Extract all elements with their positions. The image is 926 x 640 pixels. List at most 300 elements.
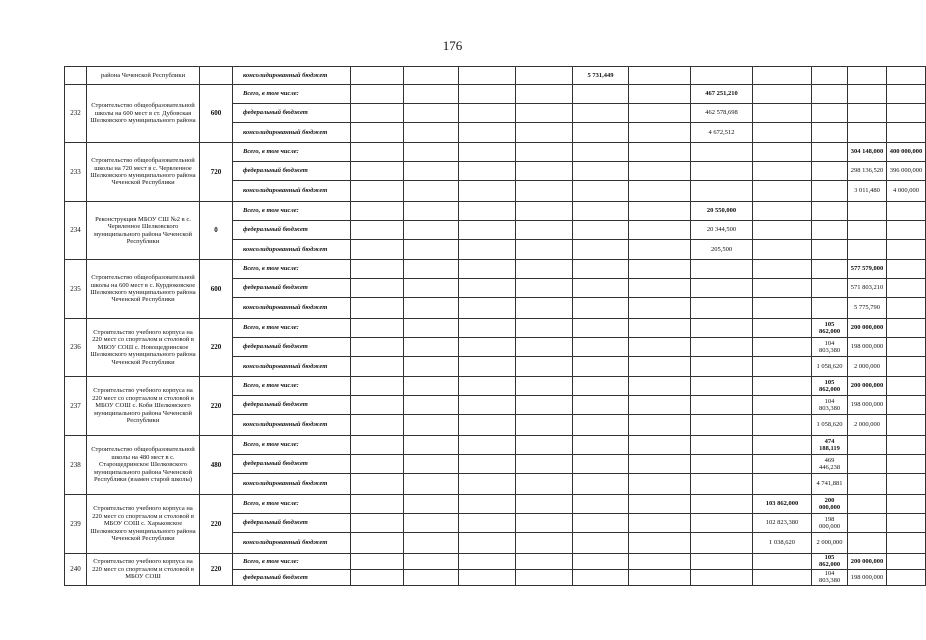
- amount-cell: [629, 240, 691, 260]
- row-number: 236: [65, 319, 87, 377]
- amount-cell: [516, 202, 573, 221]
- budget-table: [64, 66, 926, 586]
- amount-cell: [516, 533, 573, 554]
- amount-cell: [629, 533, 691, 554]
- amount-cell: 577 579,000: [848, 260, 887, 279]
- amount-cell: [629, 474, 691, 495]
- amount-cell: [459, 202, 516, 221]
- amount-cell: 5 731,449: [573, 67, 629, 85]
- amount-cell: [629, 279, 691, 298]
- amount-cell: [516, 436, 573, 455]
- amount-cell: 462 578,698: [691, 104, 753, 123]
- amount-cell: 20 550,000: [691, 202, 753, 221]
- amount-cell: [848, 104, 887, 123]
- amount-cell: [887, 85, 926, 104]
- amount-cell: [459, 67, 516, 85]
- amount-cell: [573, 396, 629, 415]
- amount-cell: [887, 554, 926, 570]
- amount-cell: [459, 569, 516, 585]
- amount-cell: [691, 338, 753, 357]
- table-row: [65, 436, 926, 455]
- amount-cell: [404, 67, 459, 85]
- funding-source: Всего, в том числе:: [233, 260, 351, 279]
- amount-cell: [887, 415, 926, 436]
- amount-cell: [812, 104, 848, 123]
- amount-cell: [351, 377, 404, 396]
- amount-cell: [691, 533, 753, 554]
- amount-cell: 200 000,000: [848, 554, 887, 570]
- amount-cell: [404, 162, 459, 181]
- funding-source: консолидированный бюджет: [233, 474, 351, 495]
- amount-cell: 102 823,380: [753, 514, 812, 533]
- amount-cell: 103 862,000: [753, 495, 812, 514]
- amount-cell: 200 000,000: [812, 495, 848, 514]
- amount-cell: [887, 67, 926, 85]
- amount-cell: [691, 319, 753, 338]
- object-name: Строительство общеобразовательной школы на 720 мест в с. Червленное Шелковского муниципального района Чеченской Республики: [87, 143, 200, 202]
- amount-cell: [516, 495, 573, 514]
- amount-cell: 469 446,238: [812, 455, 848, 474]
- amount-cell: [516, 240, 573, 260]
- capacity: 220: [200, 495, 233, 554]
- amount-cell: [629, 569, 691, 585]
- amount-cell: [404, 569, 459, 585]
- amount-cell: [351, 554, 404, 570]
- amount-cell: 198 000,000: [812, 514, 848, 533]
- amount-cell: [629, 319, 691, 338]
- amount-cell: [459, 396, 516, 415]
- amount-cell: [351, 181, 404, 202]
- amount-cell: [516, 455, 573, 474]
- amount-cell: [812, 143, 848, 162]
- amount-cell: [351, 474, 404, 495]
- amount-cell: [516, 279, 573, 298]
- amount-cell: [848, 436, 887, 455]
- funding-source: федеральный бюджет: [233, 396, 351, 415]
- row-number: 232: [65, 85, 87, 143]
- amount-cell: [753, 240, 812, 260]
- funding-source: консолидированный бюджет: [233, 240, 351, 260]
- amount-cell: [629, 396, 691, 415]
- funding-source: Всего, в том числе:: [233, 143, 351, 162]
- amount-cell: [887, 533, 926, 554]
- amount-cell: [573, 436, 629, 455]
- amount-cell: [459, 415, 516, 436]
- amount-cell: [573, 221, 629, 240]
- amount-cell: [351, 240, 404, 260]
- funding-source: федеральный бюджет: [233, 162, 351, 181]
- row-number: 240: [65, 554, 87, 586]
- object-name: Строительство учебного корпуса на 220 мест со спортзалом и столовой в МБОУ СОШ с. Новощедринское Шелковского муниципального района Чеченской Республики: [87, 319, 200, 377]
- amount-cell: [887, 436, 926, 455]
- amount-cell: [351, 436, 404, 455]
- amount-cell: [753, 436, 812, 455]
- amount-cell: [691, 415, 753, 436]
- funding-source: федеральный бюджет: [233, 279, 351, 298]
- amount-cell: [351, 162, 404, 181]
- amount-cell: 298 136,520: [848, 162, 887, 181]
- amount-cell: [629, 357, 691, 377]
- amount-cell: [848, 221, 887, 240]
- amount-cell: [351, 569, 404, 585]
- amount-cell: [404, 554, 459, 570]
- amount-cell: [516, 514, 573, 533]
- amount-cell: [629, 67, 691, 85]
- amount-cell: 1 038,620: [753, 533, 812, 554]
- amount-cell: [753, 260, 812, 279]
- amount-cell: [812, 85, 848, 104]
- amount-cell: [887, 279, 926, 298]
- amount-cell: [516, 67, 573, 85]
- amount-cell: [887, 338, 926, 357]
- amount-cell: [691, 474, 753, 495]
- amount-cell: [404, 279, 459, 298]
- funding-source: консолидированный бюджет: [233, 415, 351, 436]
- amount-cell: [404, 474, 459, 495]
- amount-cell: [629, 495, 691, 514]
- amount-cell: [516, 298, 573, 319]
- amount-cell: [351, 298, 404, 319]
- amount-cell: [351, 415, 404, 436]
- amount-cell: [848, 533, 887, 554]
- amount-cell: [351, 495, 404, 514]
- amount-cell: 104 803,380: [812, 396, 848, 415]
- amount-cell: 198 000,000: [848, 396, 887, 415]
- amount-cell: [573, 377, 629, 396]
- amount-cell: [573, 260, 629, 279]
- object-name: Строительство учебного корпуса на 220 мест со спортзалом и столовой в МБОУ СОШ с. Коби Шелковского муниципального района Чеченской Республики: [87, 377, 200, 436]
- amount-cell: [459, 162, 516, 181]
- amount-cell: [459, 181, 516, 202]
- row-number: 235: [65, 260, 87, 319]
- amount-cell: [459, 495, 516, 514]
- amount-cell: [629, 181, 691, 202]
- amount-cell: [812, 181, 848, 202]
- amount-cell: [573, 495, 629, 514]
- funding-source: консолидированный бюджет: [233, 181, 351, 202]
- amount-cell: [691, 436, 753, 455]
- amount-cell: [516, 474, 573, 495]
- amount-cell: [573, 415, 629, 436]
- amount-cell: [404, 221, 459, 240]
- amount-cell: [516, 260, 573, 279]
- amount-cell: [459, 474, 516, 495]
- amount-cell: [459, 377, 516, 396]
- amount-cell: [516, 569, 573, 585]
- funding-source: Всего, в том числе:: [233, 554, 351, 570]
- amount-cell: [753, 338, 812, 357]
- amount-cell: [691, 514, 753, 533]
- amount-cell: [629, 162, 691, 181]
- amount-cell: [753, 377, 812, 396]
- funding-source: Всего, в том числе:: [233, 202, 351, 221]
- amount-cell: [887, 202, 926, 221]
- amount-cell: [351, 85, 404, 104]
- funding-source: Всего, в том числе:: [233, 377, 351, 396]
- amount-cell: [887, 357, 926, 377]
- amount-cell: [573, 554, 629, 570]
- amount-cell: [351, 221, 404, 240]
- amount-cell: [629, 123, 691, 143]
- amount-cell: [629, 377, 691, 396]
- amount-cell: [629, 415, 691, 436]
- amount-cell: [848, 123, 887, 143]
- amount-cell: [351, 514, 404, 533]
- amount-cell: [351, 123, 404, 143]
- amount-cell: [812, 202, 848, 221]
- amount-cell: [691, 495, 753, 514]
- amount-cell: [848, 240, 887, 260]
- amount-cell: [459, 221, 516, 240]
- amount-cell: 198 000,000: [848, 569, 887, 585]
- amount-cell: [691, 569, 753, 585]
- amount-cell: [753, 474, 812, 495]
- table-row: [65, 85, 926, 104]
- amount-cell: [404, 357, 459, 377]
- amount-cell: [812, 260, 848, 279]
- amount-cell: [516, 162, 573, 181]
- amount-cell: [459, 554, 516, 570]
- amount-cell: [573, 143, 629, 162]
- amount-cell: [573, 569, 629, 585]
- amount-cell: [459, 357, 516, 377]
- amount-cell: [629, 455, 691, 474]
- capacity: 480: [200, 436, 233, 495]
- amount-cell: [459, 436, 516, 455]
- amount-cell: [848, 202, 887, 221]
- object-name: Реконструкция МБОУ СШ №2 в с. Червленное Шелковского муниципального района Чеченской Республики: [87, 202, 200, 260]
- amount-cell: [573, 279, 629, 298]
- amount-cell: [459, 104, 516, 123]
- amount-cell: [516, 85, 573, 104]
- amount-cell: [404, 143, 459, 162]
- amount-cell: [753, 298, 812, 319]
- amount-cell: [691, 143, 753, 162]
- amount-cell: 1 058,620: [812, 415, 848, 436]
- amount-cell: [351, 67, 404, 85]
- funding-source: Всего, в том числе:: [233, 85, 351, 104]
- amount-cell: [629, 436, 691, 455]
- amount-cell: [404, 202, 459, 221]
- amount-cell: 4 741,881: [812, 474, 848, 495]
- amount-cell: 198 000,000: [848, 338, 887, 357]
- amount-cell: [459, 279, 516, 298]
- amount-cell: 2 000,000: [812, 533, 848, 554]
- amount-cell: [459, 143, 516, 162]
- amount-cell: [573, 533, 629, 554]
- amount-cell: [351, 202, 404, 221]
- amount-cell: [573, 85, 629, 104]
- row-number: 234: [65, 202, 87, 260]
- amount-cell: [887, 514, 926, 533]
- amount-cell: [691, 455, 753, 474]
- amount-cell: 105 862,000: [812, 377, 848, 396]
- amount-cell: 105 862,000: [812, 319, 848, 338]
- amount-cell: [691, 377, 753, 396]
- amount-cell: 2 000,000: [848, 415, 887, 436]
- amount-cell: [404, 298, 459, 319]
- table-row: [65, 319, 926, 338]
- amount-cell: [848, 67, 887, 85]
- amount-cell: 200 000,000: [848, 319, 887, 338]
- amount-cell: [516, 396, 573, 415]
- amount-cell: [629, 338, 691, 357]
- amount-cell: [404, 495, 459, 514]
- amount-cell: [404, 104, 459, 123]
- capacity: 720: [200, 143, 233, 202]
- amount-cell: [629, 514, 691, 533]
- amount-cell: [629, 221, 691, 240]
- amount-cell: [753, 181, 812, 202]
- amount-cell: [516, 415, 573, 436]
- funding-source: Всего, в том числе:: [233, 495, 351, 514]
- row-number: 233: [65, 143, 87, 202]
- amount-cell: [573, 514, 629, 533]
- amount-cell: [404, 319, 459, 338]
- row-number: [65, 67, 87, 85]
- table-row: [65, 495, 926, 514]
- amount-cell: [629, 202, 691, 221]
- amount-cell: 1 058,620: [812, 357, 848, 377]
- amount-cell: [404, 436, 459, 455]
- amount-cell: [573, 455, 629, 474]
- amount-cell: [812, 240, 848, 260]
- amount-cell: [573, 181, 629, 202]
- capacity: 600: [200, 85, 233, 143]
- amount-cell: [753, 123, 812, 143]
- row-number: 237: [65, 377, 87, 436]
- object-name: Строительство учебного корпуса на 220 мест со спортзалом и столовой в МБОУ СОШ: [87, 554, 200, 586]
- amount-cell: 4 672,512: [691, 123, 753, 143]
- row-number: 238: [65, 436, 87, 495]
- amount-cell: [691, 181, 753, 202]
- amount-cell: [753, 415, 812, 436]
- table-row: [65, 67, 926, 85]
- amount-cell: [404, 260, 459, 279]
- amount-cell: [691, 298, 753, 319]
- amount-cell: [812, 123, 848, 143]
- funding-source: консолидированный бюджет: [233, 298, 351, 319]
- table-row: [65, 260, 926, 279]
- amount-cell: [887, 319, 926, 338]
- capacity: 600: [200, 260, 233, 319]
- amount-cell: [629, 143, 691, 162]
- amount-cell: [887, 495, 926, 514]
- object-name: Строительство общеобразовательной школы на 600 мест в с. Курдюковское Шелковского муниципального района Чеченской Республики: [87, 260, 200, 319]
- amount-cell: [351, 104, 404, 123]
- funding-source: федеральный бюджет: [233, 338, 351, 357]
- amount-cell: [351, 279, 404, 298]
- amount-cell: [573, 357, 629, 377]
- amount-cell: [351, 533, 404, 554]
- amount-cell: [404, 240, 459, 260]
- amount-cell: [753, 279, 812, 298]
- amount-cell: [753, 396, 812, 415]
- amount-cell: [753, 319, 812, 338]
- object-name: Строительство общеобразовательной школы на 480 мест в с. Старощедринское Шелковского муниципального района Чеченской Республики (взамен старой школы): [87, 436, 200, 495]
- amount-cell: [691, 67, 753, 85]
- amount-cell: [351, 260, 404, 279]
- amount-cell: [459, 514, 516, 533]
- amount-cell: [887, 396, 926, 415]
- amount-cell: 396 000,000: [887, 162, 926, 181]
- capacity: 220: [200, 319, 233, 377]
- funding-source: консолидированный бюджет: [233, 357, 351, 377]
- amount-cell: [629, 104, 691, 123]
- amount-cell: [887, 377, 926, 396]
- amount-cell: [691, 162, 753, 181]
- amount-cell: [573, 240, 629, 260]
- amount-cell: [812, 67, 848, 85]
- amount-cell: [812, 279, 848, 298]
- amount-cell: [573, 123, 629, 143]
- funding-source: Всего, в том числе:: [233, 319, 351, 338]
- amount-cell: [887, 240, 926, 260]
- amount-cell: [573, 338, 629, 357]
- amount-cell: [459, 319, 516, 338]
- amount-cell: [459, 240, 516, 260]
- amount-cell: [573, 319, 629, 338]
- amount-cell: [848, 85, 887, 104]
- amount-cell: [516, 181, 573, 202]
- amount-cell: [404, 85, 459, 104]
- amount-cell: [753, 554, 812, 570]
- amount-cell: [629, 554, 691, 570]
- table-row: [65, 143, 926, 162]
- amount-cell: [404, 377, 459, 396]
- amount-cell: [351, 319, 404, 338]
- amount-cell: [691, 396, 753, 415]
- amount-cell: 474 188,119: [812, 436, 848, 455]
- funding-source: консолидированный бюджет: [233, 67, 351, 85]
- amount-cell: [812, 298, 848, 319]
- amount-cell: [516, 554, 573, 570]
- amount-cell: [753, 143, 812, 162]
- funding-source: консолидированный бюджет: [233, 123, 351, 143]
- amount-cell: [753, 221, 812, 240]
- table-row: [65, 554, 926, 570]
- amount-cell: [753, 202, 812, 221]
- amount-cell: [351, 143, 404, 162]
- amount-cell: 304 148,000: [848, 143, 887, 162]
- page-number: 176: [442, 38, 463, 53]
- funding-source: федеральный бюджет: [233, 104, 351, 123]
- amount-cell: [812, 221, 848, 240]
- amount-cell: [691, 357, 753, 377]
- amount-cell: [573, 104, 629, 123]
- amount-cell: [629, 260, 691, 279]
- funding-source: федеральный бюджет: [233, 569, 351, 585]
- amount-cell: 3 011,480: [848, 181, 887, 202]
- amount-cell: [848, 474, 887, 495]
- amount-cell: [691, 260, 753, 279]
- amount-cell: [516, 338, 573, 357]
- amount-cell: 200 000,000: [848, 377, 887, 396]
- capacity: [200, 67, 233, 85]
- object-name: Строительство учебного корпуса на 220 мест со спортзалом и столовой в МБОУ СОШ с. Харьковское Шелковского муниципального района Чеченской Республики: [87, 495, 200, 554]
- funding-source: консолидированный бюджет: [233, 533, 351, 554]
- amount-cell: [887, 455, 926, 474]
- amount-cell: 205,500: [691, 240, 753, 260]
- funding-source: федеральный бюджет: [233, 514, 351, 533]
- amount-cell: [812, 162, 848, 181]
- amount-cell: [404, 415, 459, 436]
- amount-cell: [691, 554, 753, 570]
- funding-source: Всего, в том числе:: [233, 436, 351, 455]
- amount-cell: [753, 104, 812, 123]
- amount-cell: [404, 455, 459, 474]
- amount-cell: [516, 319, 573, 338]
